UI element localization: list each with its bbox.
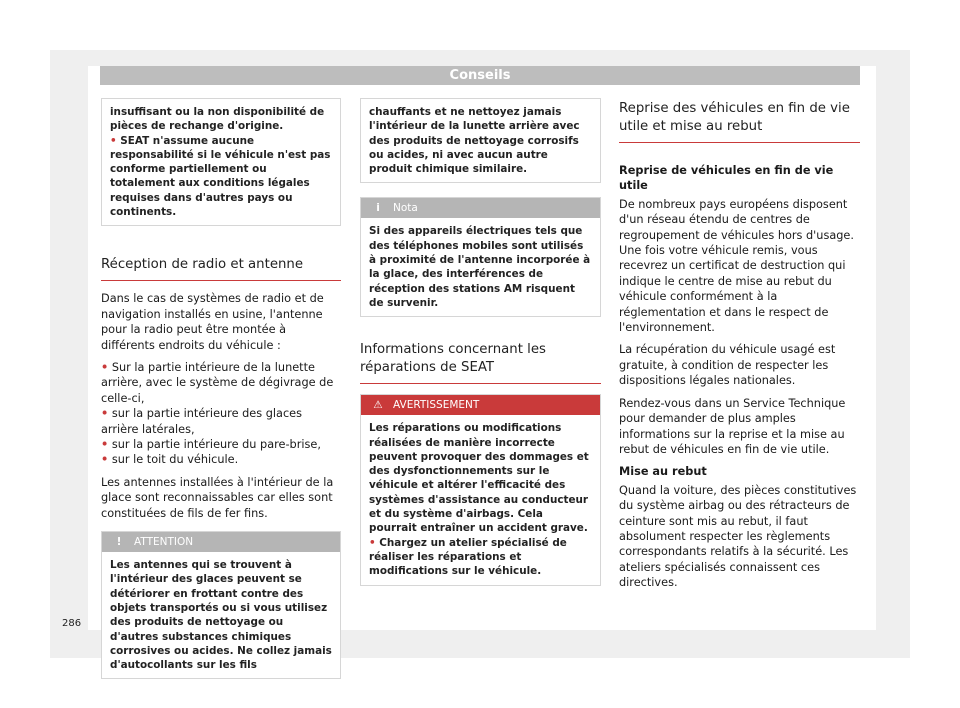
continued-attention-box xyxy=(360,98,601,183)
bullet-icon: • xyxy=(110,134,117,147)
list-item-text: sur la partie intérieure des glaces arrière latérales, xyxy=(101,407,302,436)
box-bullet xyxy=(110,134,332,220)
list-item-text: sur la partie intérieure du pare-brise, xyxy=(111,438,321,452)
attention-box xyxy=(101,531,341,679)
list-item xyxy=(101,437,341,452)
list-item xyxy=(101,452,341,467)
bullet-icon: • xyxy=(101,438,109,452)
attention-label: ATTENTION xyxy=(134,536,194,549)
paragraph-intro: Dans le cas de systèmes de radio et de navigation installés en usine, l'antenne pour la radio peut être montée à différents endroits du véhicule : xyxy=(101,292,324,352)
bullet-icon: • xyxy=(101,407,109,421)
section-title-radio: Réception de radio et antenne xyxy=(101,256,341,281)
paragraph-outro: Les antennes installées à l'intérieur de la glace sont reconnaissables car elles sont constituées de fils de fer fins. xyxy=(101,475,334,520)
column-1 xyxy=(101,98,341,679)
section-title-end-of-life: Reprise des véhicules en fin de vie utile et mise au rebut xyxy=(619,100,860,143)
attention-text: Les antennes qui se trouvent à l'intérieur des glaces peuvent se détériorer en frottant contre des objets transportés ou si vous utilisez des produits de nettoyage ou d'autres substances chimiques corrosives ou acides. Ne collez jamais d'autocollants sur les fils xyxy=(110,559,332,672)
nota-box xyxy=(360,197,601,317)
bullet-icon: • xyxy=(101,453,109,467)
list-item xyxy=(101,406,341,437)
list-item xyxy=(101,360,341,406)
paragraph: La récupération du véhicule usagé est gratuite, à condition de respecter les dispositions légales nationales. xyxy=(619,343,836,388)
warning-header xyxy=(361,395,600,415)
warning-box xyxy=(360,394,601,585)
warning-text: Les réparations ou modifications réalisées de manière incorrecte peuvent provoquer des dommages et des dysfonctionnements sur le véhicule et altérer l'efficacité des systèmes d'assistance au conducteur et du système d'airbags. Cela pourrait entraîner un accident grave. xyxy=(369,422,589,535)
page-number: 286 xyxy=(62,618,82,629)
warning-triangle-icon: ⚠ xyxy=(373,399,383,412)
box-bullet-text: SEAT n'assume aucune responsabilité si le véhicule n'est pas conforme partiellement ou totalement aux conditions légales requises dans d'autres pays ou continents. xyxy=(110,134,331,219)
attention-header xyxy=(102,532,340,552)
bullet-icon: • xyxy=(369,536,376,549)
warning-label: AVERTISSEMENT xyxy=(393,399,480,412)
nota-label: Nota xyxy=(393,202,418,215)
exclamation-icon: ! xyxy=(116,536,122,549)
box-text: insuffisant ou la non disponibilité de pièces de rechange d'origine. xyxy=(110,106,325,133)
column-3 xyxy=(619,100,860,598)
paragraph: Quand la voiture, des pièces constitutives du système airbag ou des rétracteurs de ceinture sont mis au rebut, il faut absolument respecter les règlements correspondants relatifs à la sécurité. Les ateliers spécialisés connaissent ces directives. xyxy=(619,483,857,590)
paragraph: De nombreux pays européens disposent d'un réseau étendu de centres de regroupement de véhicules hors d'usage. Une fois votre véhicule remis, vous recevrez un certificat de destruction qui indique le centre de mise au rebut du véhicule conformément à la réglementation et dans le respect de l'environnement. xyxy=(619,197,854,335)
subheading-reprise: Reprise de véhicules en fin de vie utile xyxy=(619,164,834,193)
column-2 xyxy=(360,98,601,586)
continued-warning-box xyxy=(101,98,341,226)
warning-bullet xyxy=(369,536,592,579)
section-title-repairs: Informations concernant les réparations de SEAT xyxy=(360,341,601,384)
list-item-text: sur le toit du véhicule. xyxy=(111,453,239,467)
box-text: chauffants et ne nettoyez jamais l'intérieur de la lunette arrière avec des produits de nettoyage corrosifs ou acides, ni avec aucun autre produit chimique similaire. xyxy=(369,106,580,176)
paragraph: Rendez-vous dans un Service Technique pour demander de plus amples informations sur la reprise et la mise au rebut de véhicules en fin de vie utile. xyxy=(619,396,846,456)
list-item-text: Sur la partie intérieure de la lunette arrière, avec le système de dégivrage de celle-ci, xyxy=(101,361,334,405)
nota-header xyxy=(361,198,600,218)
page-header: Conseils xyxy=(100,66,860,85)
warning-bullet-text: Chargez un atelier spécialisé de réaliser les réparations et modifications sur le véhicule. xyxy=(369,536,567,578)
subheading-rebut: Mise au rebut xyxy=(619,465,707,479)
info-icon: i xyxy=(376,202,380,215)
nota-text: Si des appareils électriques tels que des téléphones mobiles sont utilisés à proximité de l'antenne incorporée à la glace, des interférences de réception des stations AM risquent de survenir. xyxy=(369,225,591,309)
bullet-icon: • xyxy=(101,361,109,374)
